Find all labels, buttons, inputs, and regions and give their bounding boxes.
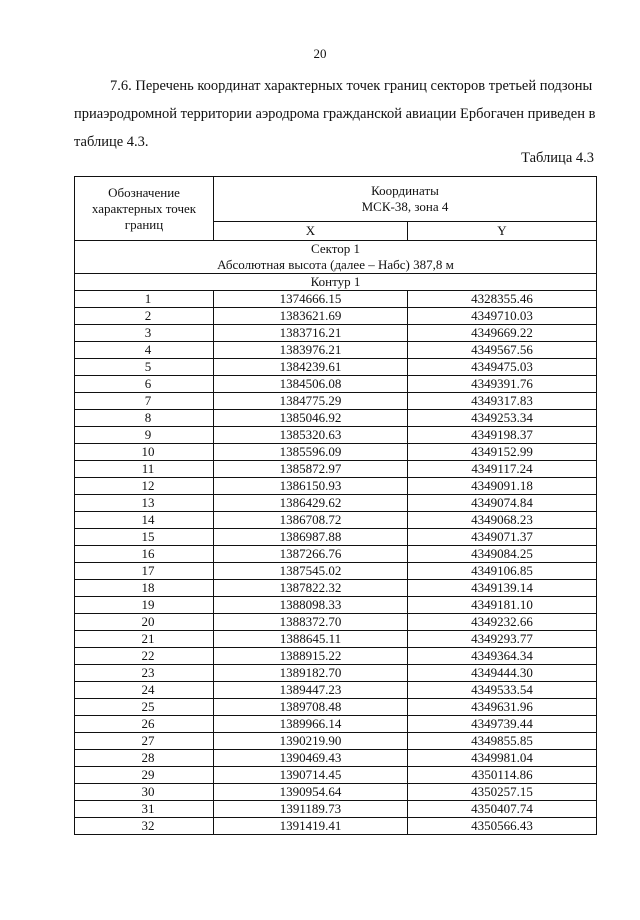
table-caption: Таблица 4.3 xyxy=(521,150,594,166)
header-point-designation: Обозначение характерных точек границ xyxy=(75,177,214,241)
table-row xyxy=(75,444,597,461)
point-number: 15 xyxy=(75,529,214,546)
table-row xyxy=(75,733,597,750)
coord-x: 1390469.43 xyxy=(214,750,408,767)
coord-y: 4349084.25 xyxy=(408,546,597,563)
coord-x: 1383976.21 xyxy=(214,342,408,359)
table-row xyxy=(75,478,597,495)
coord-y: 4350114.86 xyxy=(408,767,597,784)
table-row xyxy=(75,308,597,325)
table-row xyxy=(75,665,597,682)
point-number: 19 xyxy=(75,597,214,614)
table-row xyxy=(75,325,597,342)
coord-y: 4349855.85 xyxy=(408,733,597,750)
point-number: 27 xyxy=(75,733,214,750)
point-number: 11 xyxy=(75,461,214,478)
table-row xyxy=(75,767,597,784)
coord-x: 1386708.72 xyxy=(214,512,408,529)
point-number: 4 xyxy=(75,342,214,359)
point-number: 8 xyxy=(75,410,214,427)
coordinates-table xyxy=(74,176,597,835)
coord-y: 4349106.85 xyxy=(408,563,597,580)
table-rows xyxy=(75,291,597,835)
table-row xyxy=(75,546,597,563)
point-number: 28 xyxy=(75,750,214,767)
point-number: 2 xyxy=(75,308,214,325)
point-number: 30 xyxy=(75,784,214,801)
table-row xyxy=(75,495,597,512)
coord-y: 4349293.77 xyxy=(408,631,597,648)
sector-name: Сектор 1 xyxy=(310,241,360,256)
coord-y: 4350407.74 xyxy=(408,801,597,818)
point-number: 29 xyxy=(75,767,214,784)
table-row xyxy=(75,614,597,631)
table-row xyxy=(75,291,597,308)
header-coordinate-system: МСК-38, зона 4 xyxy=(361,199,449,214)
coord-x: 1387545.02 xyxy=(214,563,408,580)
coord-y: 4349631.96 xyxy=(408,699,597,716)
table-row xyxy=(75,563,597,580)
point-number: 13 xyxy=(75,495,214,512)
header-x: X xyxy=(214,222,408,241)
table-row xyxy=(75,512,597,529)
coord-y: 4350566.43 xyxy=(408,818,597,835)
point-number: 20 xyxy=(75,614,214,631)
coord-y: 4349567.56 xyxy=(408,342,597,359)
coord-x: 1387266.76 xyxy=(214,546,408,563)
table-row xyxy=(75,750,597,767)
coord-x: 1384239.61 xyxy=(214,359,408,376)
table-row xyxy=(75,784,597,801)
contour-title: Контур 1 xyxy=(75,274,597,291)
coord-y: 4349253.34 xyxy=(408,410,597,427)
table-row xyxy=(75,461,597,478)
table-row xyxy=(75,801,597,818)
coord-x: 1388098.33 xyxy=(214,597,408,614)
point-number: 16 xyxy=(75,546,214,563)
point-number: 32 xyxy=(75,818,214,835)
coord-x: 1374666.15 xyxy=(214,291,408,308)
table-row xyxy=(75,716,597,733)
coord-x: 1383621.69 xyxy=(214,308,408,325)
table-row xyxy=(75,682,597,699)
paragraph-line: 7.6. Перечень координат характерных точек границ секторов третьей подзоны xyxy=(110,78,593,94)
coord-x: 1391419.41 xyxy=(214,818,408,835)
table-row xyxy=(75,580,597,597)
coord-x: 1384775.29 xyxy=(214,393,408,410)
coord-x: 1388645.11 xyxy=(214,631,408,648)
point-number: 12 xyxy=(75,478,214,495)
coord-x: 1388372.70 xyxy=(214,614,408,631)
point-number: 17 xyxy=(75,563,214,580)
header-coordinates-title: Координаты xyxy=(371,183,439,198)
coord-y: 4349364.34 xyxy=(408,648,597,665)
coord-y: 4349391.76 xyxy=(408,376,597,393)
coord-y: 4349475.03 xyxy=(408,359,597,376)
coord-y: 4349981.04 xyxy=(408,750,597,767)
coord-y: 4349232.66 xyxy=(408,614,597,631)
coord-y: 4349152.99 xyxy=(408,444,597,461)
table-row xyxy=(75,597,597,614)
point-number: 1 xyxy=(75,291,214,308)
coord-x: 1383716.21 xyxy=(214,325,408,342)
table-row xyxy=(75,376,597,393)
table-row xyxy=(75,393,597,410)
coord-y: 4350257.15 xyxy=(408,784,597,801)
point-number: 10 xyxy=(75,444,214,461)
coord-x: 1387822.32 xyxy=(214,580,408,597)
table-row xyxy=(75,342,597,359)
coord-x: 1385872.97 xyxy=(214,461,408,478)
coord-x: 1386150.93 xyxy=(214,478,408,495)
table-row xyxy=(75,427,597,444)
point-number: 3 xyxy=(75,325,214,342)
point-number: 18 xyxy=(75,580,214,597)
point-number: 22 xyxy=(75,648,214,665)
coord-y: 4349117.24 xyxy=(408,461,597,478)
coord-x: 1388915.22 xyxy=(214,648,408,665)
table-row xyxy=(75,359,597,376)
point-number: 7 xyxy=(75,393,214,410)
point-number: 24 xyxy=(75,682,214,699)
table-row xyxy=(75,529,597,546)
coord-x: 1385320.63 xyxy=(214,427,408,444)
coord-x: 1390954.64 xyxy=(214,784,408,801)
point-number: 6 xyxy=(75,376,214,393)
coord-y: 4349091.18 xyxy=(408,478,597,495)
coord-x: 1390714.45 xyxy=(214,767,408,784)
coord-y: 4349074.84 xyxy=(408,495,597,512)
coord-y: 4349669.22 xyxy=(408,325,597,342)
coord-x: 1389182.70 xyxy=(214,665,408,682)
sector-title xyxy=(75,241,597,274)
coord-x: 1389708.48 xyxy=(214,699,408,716)
table-row xyxy=(75,648,597,665)
coord-y: 4349198.37 xyxy=(408,427,597,444)
sector-altitude: Абсолютная высота (далее – Набс) 387,8 м xyxy=(217,257,454,272)
page-number: 20 xyxy=(313,46,327,61)
table-row xyxy=(75,699,597,716)
point-number: 31 xyxy=(75,801,214,818)
paragraph-line: приаэродромной территории аэродрома гражданской авиации Ербогачен приведен в xyxy=(74,106,596,122)
point-number: 9 xyxy=(75,427,214,444)
coord-y: 4349181.10 xyxy=(408,597,597,614)
coord-y: 4349068.23 xyxy=(408,512,597,529)
table-row xyxy=(75,818,597,835)
intro-paragraph xyxy=(74,72,600,156)
coord-x: 1386987.88 xyxy=(214,529,408,546)
coord-y: 4349739.44 xyxy=(408,716,597,733)
point-number: 26 xyxy=(75,716,214,733)
coord-x: 1385596.09 xyxy=(214,444,408,461)
point-number: 5 xyxy=(75,359,214,376)
coord-x: 1391189.73 xyxy=(214,801,408,818)
coord-y: 4349071.37 xyxy=(408,529,597,546)
coord-x: 1386429.62 xyxy=(214,495,408,512)
point-number: 14 xyxy=(75,512,214,529)
coord-y: 4349139.14 xyxy=(408,580,597,597)
coord-x: 1385046.92 xyxy=(214,410,408,427)
coord-y: 4349710.03 xyxy=(408,308,597,325)
table-row xyxy=(75,410,597,427)
coord-x: 1389447.23 xyxy=(214,682,408,699)
point-number: 25 xyxy=(75,699,214,716)
header-coordinates xyxy=(214,177,597,222)
table-row xyxy=(75,631,597,648)
paragraph-line: таблице 4.3. xyxy=(74,134,149,150)
coord-y: 4349444.30 xyxy=(408,665,597,682)
coord-y: 4349533.54 xyxy=(408,682,597,699)
point-number: 21 xyxy=(75,631,214,648)
coord-x: 1389966.14 xyxy=(214,716,408,733)
coord-y: 4349317.83 xyxy=(408,393,597,410)
coord-y: 4328355.46 xyxy=(408,291,597,308)
coord-x: 1384506.08 xyxy=(214,376,408,393)
header-y: Y xyxy=(408,222,597,241)
coord-x: 1390219.90 xyxy=(214,733,408,750)
point-number: 23 xyxy=(75,665,214,682)
